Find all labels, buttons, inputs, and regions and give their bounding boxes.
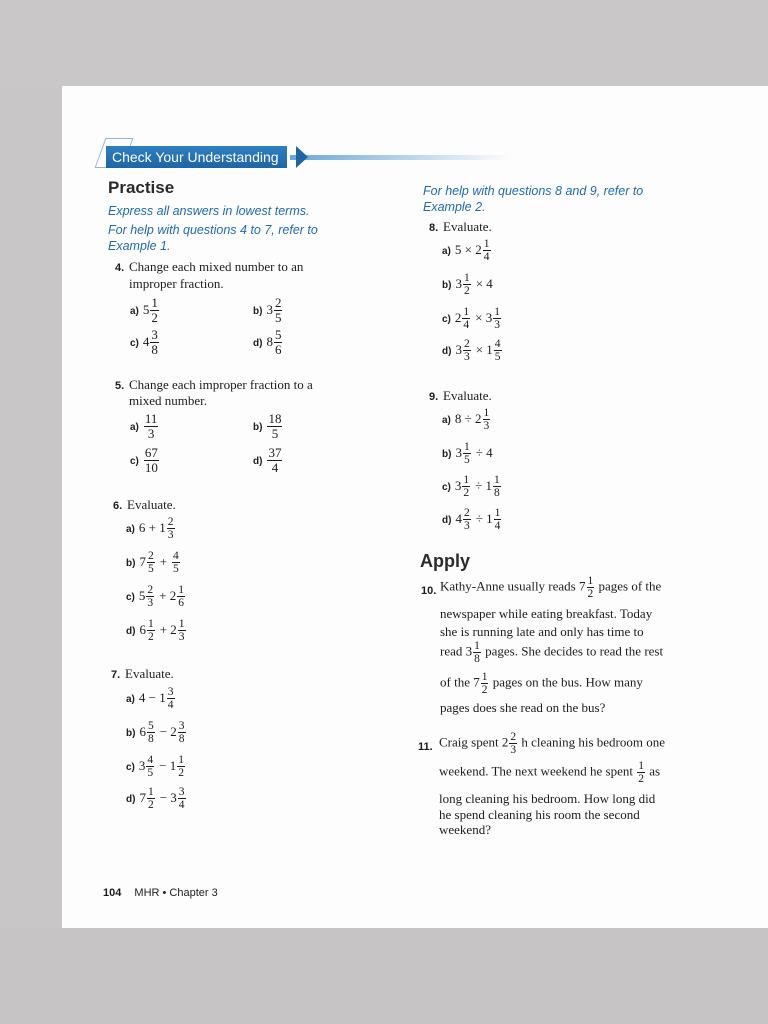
fraction [144, 446, 159, 475]
fraction [167, 686, 175, 711]
denominator: 5 [271, 426, 279, 441]
question-11-line3: long cleaning his bedroom. How long did [439, 791, 656, 806]
question-10-line1 [440, 575, 661, 600]
denominator: 3 [178, 631, 185, 643]
operator: − 1 [159, 758, 177, 774]
expression-prefix: 5 × 2 [454, 242, 482, 258]
item-label: c) [126, 762, 135, 774]
numerator: 4 [147, 754, 154, 766]
fraction [178, 786, 186, 811]
numerator: 37 [268, 445, 282, 460]
footer-source: MHR • Chapter 3 [134, 887, 218, 899]
whole-number: 5 [138, 588, 146, 604]
operator: ÷ 4 [475, 445, 493, 461]
whole-number: 4 [142, 334, 150, 350]
question-7-number: 7. [111, 669, 121, 681]
expression-prefix: 8 ÷ 2 [454, 411, 482, 427]
question-4c [130, 328, 160, 357]
whole-number: 3 [138, 758, 146, 774]
numerator: 67 [144, 445, 158, 460]
denominator: 8 [151, 342, 158, 357]
question-11-line4: he spend cleaning his room the second [439, 807, 640, 822]
text-segment: Kathy-Anne usually reads 7 [440, 578, 586, 594]
whole-number: 6 [139, 724, 146, 740]
denominator: 2 [463, 487, 470, 499]
denominator: 3 [147, 597, 154, 609]
numerator: 1 [474, 640, 480, 652]
right-help-note-line1: For help with questions 8 and 9, refer to [423, 184, 644, 198]
scan-bottom-margin [0, 928, 768, 1024]
denominator: 2 [587, 588, 594, 600]
fraction [146, 754, 154, 779]
denominator: 8 [178, 733, 185, 745]
fraction [463, 441, 471, 466]
whole-number: 8 [266, 334, 273, 350]
denominator: 2 [178, 767, 184, 779]
numerator: 1 [483, 407, 490, 419]
numerator: 2 [274, 295, 282, 310]
numerator: 1 [638, 760, 644, 772]
question-5-text-line2: mixed number. [129, 393, 207, 408]
item-label: c) [130, 338, 139, 350]
numerator: 4 [173, 550, 179, 562]
numerator: 11 [144, 411, 158, 426]
question-5-number: 5. [115, 380, 125, 392]
question-6d [126, 618, 187, 643]
question-10-line6: pages does she read on the bus? [440, 700, 606, 715]
item-label: c) [130, 456, 139, 468]
fraction [494, 507, 502, 532]
question-10-line3: she is running late and only has time to [440, 624, 644, 639]
item-label: b) [126, 558, 136, 570]
whole-number: 3 [455, 342, 462, 358]
fraction [463, 507, 471, 532]
denominator: 6 [178, 597, 184, 609]
text-segment: pages of the [595, 578, 662, 594]
question-8-text: Evaluate. [443, 219, 492, 234]
question-5c [130, 446, 160, 475]
denominator: 4 [483, 251, 490, 263]
fraction [178, 720, 186, 745]
question-8a [442, 238, 492, 263]
operator: × 1 [475, 342, 493, 358]
question-9-number: 9. [429, 391, 439, 403]
question-4-number: 4. [115, 262, 125, 274]
right-help-note-line2: Example 2. [423, 200, 486, 214]
item-label: d) [442, 346, 452, 358]
operator: − 2 [159, 724, 177, 740]
denominator: 2 [638, 773, 644, 785]
denominator: 8 [494, 487, 500, 499]
fraction [177, 754, 185, 779]
denominator: 5 [274, 310, 282, 325]
text-segment: weekend. The next weekend he spent [439, 763, 637, 779]
text-segment: pages. She decides to read the rest [481, 643, 664, 659]
question-6c [126, 584, 186, 609]
item-label: c) [126, 592, 135, 604]
fraction [274, 328, 283, 357]
expression-prefix: 6 + 1 [138, 520, 166, 536]
item-label: d) [126, 626, 136, 638]
fraction [481, 671, 489, 696]
item-label: d) [253, 456, 263, 468]
fraction [637, 760, 645, 785]
practise-help-note-line2: Example 1. [108, 239, 171, 253]
denominator: 4 [463, 319, 470, 331]
item-label: c) [442, 482, 451, 494]
operator: + 2 [159, 588, 177, 604]
fraction [483, 238, 491, 263]
fraction [178, 618, 186, 643]
fraction [483, 407, 491, 432]
fraction [274, 296, 283, 325]
item-label: b) [253, 306, 263, 318]
whole-number: 2 [454, 310, 462, 326]
numerator: 5 [147, 720, 154, 732]
fraction [463, 338, 471, 363]
denominator: 6 [274, 342, 282, 357]
operator: ÷ 1 [475, 478, 493, 494]
item-label: d) [442, 515, 452, 527]
question-6b [126, 550, 181, 575]
numerator: 1 [463, 474, 470, 486]
question-7-text: Evaluate. [125, 666, 174, 681]
fraction [144, 412, 159, 441]
numerator: 1 [481, 671, 488, 683]
denominator: 3 [494, 319, 500, 331]
question-10-line5 [440, 671, 643, 696]
numerator: 18 [268, 411, 282, 426]
fraction [267, 412, 282, 441]
denominator: 10 [144, 460, 158, 475]
operator: + 2 [159, 622, 177, 638]
question-11-line2 [439, 760, 660, 785]
fraction [509, 731, 517, 756]
numerator: 1 [494, 507, 501, 519]
numerator: 1 [483, 238, 490, 250]
whole-number: 3 [266, 302, 273, 318]
text-segment: of the 7 [440, 674, 480, 690]
practise-heading: Practise [108, 178, 175, 197]
question-8b [442, 272, 493, 297]
question-4b [253, 296, 283, 325]
operator: ÷ 1 [475, 511, 493, 527]
numerator: 1 [463, 272, 470, 284]
numerator: 3 [167, 686, 174, 698]
question-5d [253, 446, 283, 475]
banner-arrow-icon [296, 146, 308, 168]
denominator: 4 [178, 799, 185, 811]
apply-heading: Apply [420, 551, 471, 571]
numerator: 2 [147, 550, 154, 562]
fraction [462, 474, 470, 499]
banner-stripe [290, 155, 510, 160]
denominator: 3 [167, 529, 174, 541]
fraction [494, 338, 502, 363]
denominator: 8 [147, 733, 154, 745]
denominator: 2 [151, 310, 158, 325]
question-8c [442, 306, 502, 331]
fraction [177, 584, 185, 609]
item-label: c) [442, 314, 451, 326]
scan-top-margin [0, 0, 768, 86]
text-segment: Craig spent 2 [439, 734, 509, 750]
numerator: 1 [147, 618, 154, 630]
item-label: b) [442, 449, 452, 461]
numerator: 4 [494, 338, 501, 350]
expression-prefix: 4 − 1 [138, 690, 166, 706]
whole-number: 3 [455, 276, 462, 292]
denominator: 2 [463, 285, 470, 297]
question-7a [126, 686, 176, 711]
numerator: 5 [274, 327, 282, 342]
question-6-number: 6. [113, 500, 123, 512]
fraction [167, 516, 175, 541]
operator: − 3 [159, 790, 177, 806]
denominator: 2 [147, 799, 154, 811]
item-label: d) [126, 794, 136, 806]
fraction [473, 640, 481, 665]
denominator: 2 [147, 631, 154, 643]
fraction [172, 550, 180, 575]
denominator: 3 [463, 351, 470, 363]
denominator: 3 [147, 426, 155, 441]
denominator: 5 [463, 454, 470, 466]
text-segment: h cleaning his bedroom one [518, 734, 666, 750]
text-segment: pages on the bus. How many [489, 674, 643, 690]
question-7c [126, 754, 186, 779]
denominator: 5 [147, 767, 154, 779]
numerator: 3 [151, 327, 158, 342]
fraction [493, 306, 501, 331]
item-label: b) [442, 280, 452, 292]
question-4-text-line2: improper fraction. [129, 276, 224, 291]
question-4a [130, 296, 160, 325]
numerator: 1 [178, 584, 184, 596]
question-9b [442, 441, 493, 466]
numerator: 1 [587, 575, 594, 587]
fraction [150, 296, 159, 325]
text-segment: as [645, 763, 661, 779]
numerator: 2 [147, 584, 154, 596]
question-6-text: Evaluate. [127, 497, 176, 512]
denominator: 2 [481, 684, 488, 696]
item-label: a) [130, 422, 139, 434]
question-8-number: 8. [429, 222, 439, 234]
question-7d [126, 786, 187, 811]
denominator: 3 [463, 520, 470, 532]
whole-number: 3 [455, 445, 462, 461]
fraction [587, 575, 595, 600]
item-label: b) [126, 728, 136, 740]
question-9c [442, 474, 502, 499]
practise-note-lowest-terms: Express all answers in lowest terms. [108, 204, 310, 218]
item-label: d) [253, 338, 263, 350]
question-5-text-line1: Change each improper fraction to a [129, 377, 313, 392]
numerator: 3 [178, 786, 185, 798]
banner-title: Check Your Understanding [106, 146, 287, 168]
denominator: 3 [483, 420, 490, 432]
numerator: 1 [178, 754, 184, 766]
fraction [147, 618, 155, 643]
question-9a [442, 407, 491, 432]
numerator: 2 [463, 338, 470, 350]
denominator: 4 [494, 520, 501, 532]
question-7b [126, 720, 187, 745]
item-label: a) [126, 524, 135, 536]
item-label: a) [442, 246, 451, 258]
section-banner [100, 138, 510, 174]
fraction [147, 720, 155, 745]
question-5a [130, 412, 159, 441]
numerator: 2 [167, 516, 174, 528]
question-9-text: Evaluate. [443, 388, 492, 403]
numerator: 1 [494, 306, 500, 318]
page-footer [103, 887, 218, 899]
whole-number: 4 [455, 511, 462, 527]
fraction [462, 306, 470, 331]
fraction [146, 584, 154, 609]
question-6a [126, 516, 176, 541]
numerator: 3 [178, 720, 185, 732]
fraction [147, 550, 155, 575]
operator: + [159, 554, 168, 570]
denominator: 5 [494, 351, 501, 363]
operator: × 4 [475, 276, 493, 292]
whole-number: 3 [454, 478, 462, 494]
numerator: 1 [463, 441, 470, 453]
question-11-number: 11. [418, 741, 433, 753]
question-10-line2: newspaper while eating breakfast. Today [440, 606, 653, 621]
question-10-number: 10. [421, 585, 437, 597]
text-segment: read 3 [440, 643, 473, 659]
item-label: a) [126, 694, 135, 706]
question-5b [253, 412, 283, 441]
operator: × 3 [475, 310, 493, 326]
denominator: 8 [474, 653, 480, 665]
denominator: 4 [271, 460, 279, 475]
numerator: 2 [463, 507, 470, 519]
whole-number: 5 [142, 302, 150, 318]
item-label: a) [130, 306, 139, 318]
practise-help-note-line1: For help with questions 4 to 7, refer to [108, 223, 318, 237]
item-label: b) [253, 422, 263, 434]
fraction [147, 786, 155, 811]
fraction [493, 474, 501, 499]
denominator: 5 [173, 563, 179, 575]
item-label: a) [442, 415, 451, 427]
numerator: 1 [147, 786, 154, 798]
denominator: 5 [147, 563, 154, 575]
question-11-line5: weekend? [439, 822, 491, 837]
numerator: 1 [494, 474, 500, 486]
fraction [463, 272, 471, 297]
question-4-text-line1: Change each mixed number to an [129, 259, 304, 274]
question-4d [253, 328, 283, 357]
whole-number: 7 [139, 554, 146, 570]
question-11-line1 [439, 731, 665, 756]
denominator: 3 [510, 744, 517, 756]
fraction [267, 446, 282, 475]
numerator: 1 [178, 618, 185, 630]
question-9d [442, 507, 502, 532]
numerator: 1 [463, 306, 470, 318]
denominator: 4 [167, 699, 174, 711]
numerator: 2 [510, 731, 517, 743]
fraction [150, 328, 159, 357]
whole-number: 7 [139, 790, 146, 806]
numerator: 1 [151, 295, 158, 310]
question-8d [442, 338, 503, 363]
whole-number: 6 [139, 622, 146, 638]
question-10-line4 [440, 640, 663, 665]
page-number: 104 [103, 887, 122, 899]
